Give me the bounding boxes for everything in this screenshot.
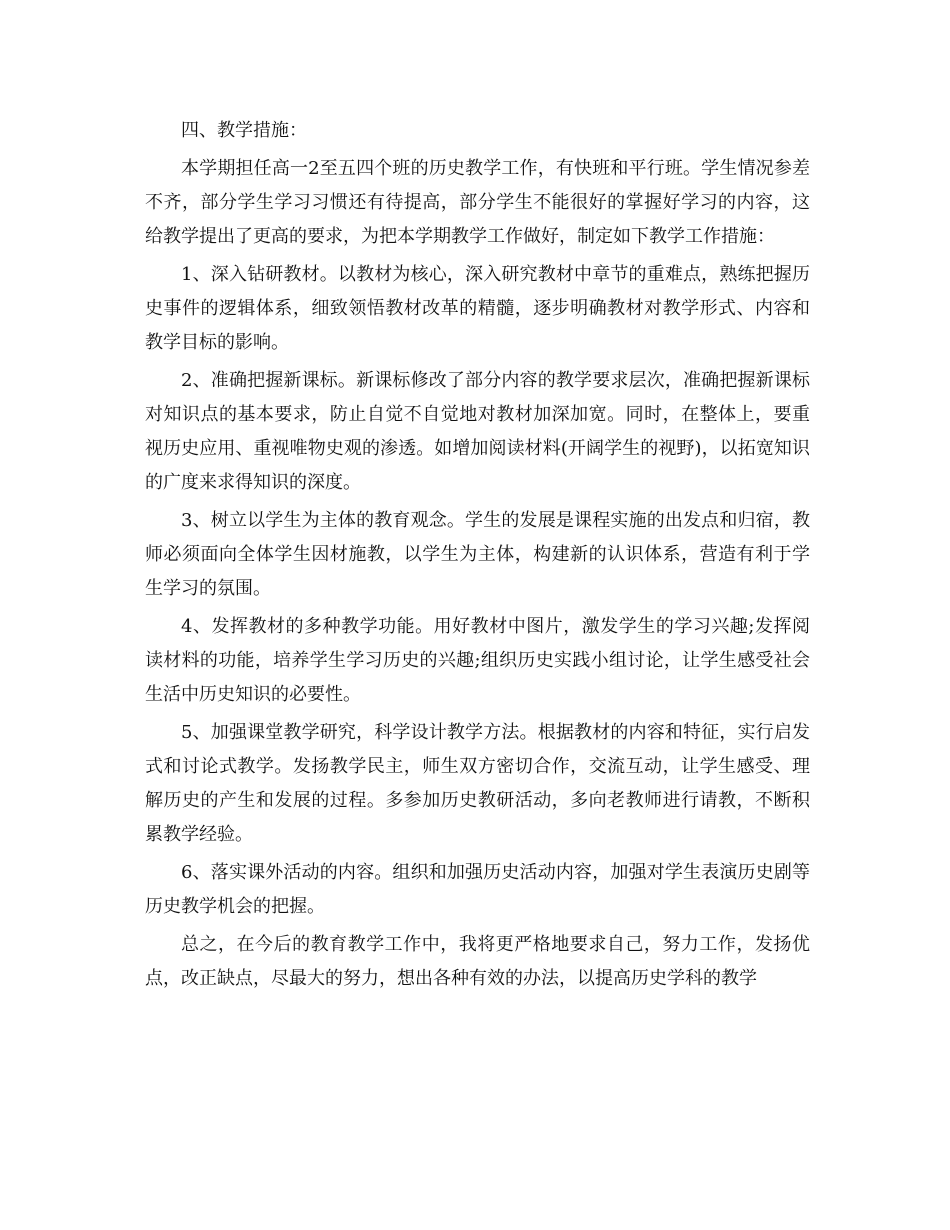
paragraph-measure-6: 6、落实课外活动的内容。组织和加强历史活动内容，加强对学生表演历史剧等历史教学机会的把握。 [145, 862, 810, 917]
paragraph-measure-4: 4、发挥教材的多种教学功能。用好教材中图片，激发学生的学习兴趣;发挥阅读材料的功能，培养学生学习历史的兴趣;组织历史实践小组讨论，让学生感受社会生活中历史知识的必要性。 [145, 616, 810, 705]
section-heading: 四、教学措施： [181, 120, 307, 141]
paragraph-measure-3: 3、树立以学生为主体的教育观念。学生的发展是课程实施的出发点和归宿，教师必须面向全体学生因材施教，以学生为主体，构建新的认识体系，营造有利于学生学习的氛围。 [145, 510, 810, 599]
paragraph-measure-2: 2、准确把握新课标。新课标修改了部分内容的教学要求层次，准确把握新课标对知识点的基本要求，防止自觉不自觉地对教材加深加宽。同时，在整体上，要重视历史应用、重视唯物史观的渗透。如增加阅读材料(开阔学生的视野)，以拓宽知识的广度来求得知识的深度。 [145, 370, 810, 493]
document-page [145, 114, 810, 1000]
paragraph-measure-5: 5、加强课堂教学研究，科学设计教学方法。根据教材的内容和特征，实行启发式和讨论式教学。发扬教学民主，师生双方密切合作，交流互动，让学生感受、理解历史的产生和发展的过程。多参加历史教研活动，多向老教师进行请教，不断积累教学经验。 [145, 722, 810, 845]
paragraph-conclusion: 总之，在今后的教育教学工作中，我将更严格地要求自己，努力工作，发扬优点，改正缺点，尽最大的努力，想出各种有效的办法，以提高历史学科的教学 [145, 934, 810, 989]
paragraph-intro: 本学期担任高一2至五四个班的历史教学工作，有快班和平行班。学生情况参差不齐，部分学生学习习惯还有待提高，部分学生不能很好的掌握好学习的内容，这给教学提出了更高的要求，为把本学期教学工作做好，制定如下教学工作措施： [145, 158, 810, 247]
paragraph-measure-1: 1、深入钻研教材。以教材为核心，深入研究教材中章节的重难点，熟练把握历史事件的逻辑体系，细致领悟教材改革的精髓，逐步明确教材对教学形式、内容和教学目标的影响。 [145, 264, 810, 353]
